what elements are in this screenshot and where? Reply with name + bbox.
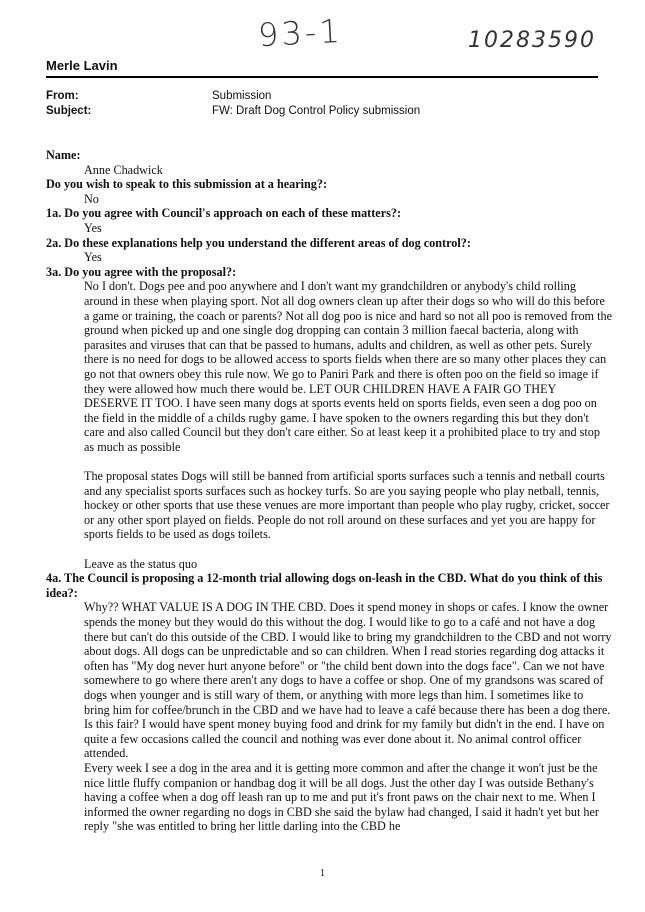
answer-3a-paragraph-3: Leave as the status quo: [84, 556, 198, 571]
paragraph-gap: [46, 542, 612, 557]
name-label: Name:: [46, 148, 81, 162]
from-label: From:: [46, 90, 79, 102]
answer-4a-paragraph-1: Why?? WHAT VALUE IS A DOG IN THE CBD. Does it spend money in shops or cafes. I know the owner spends the money but they would do this without the dog. I would like to go to a café and not have a dog there but can't do this outside of the CBD. I would like to bring my grandchildren to the CBD and not worry about dogs. All dogs can be unpredictable and so can children. When I read stories regarding dog attacks it often has "My dog never hurt anyone before" or "the child bent down into the dogs face". Can we not have somewhere to go where there aren't any dogs to have a coffee or shop. One of my grandsons was scared of dogs when younger and is still wary of them, or anything with more legs than him. I sometimes like to bring him for coffee/brunch in the CBD and we have had to leave a café because there has been a dog there. Is this fair? I would have spent money buying food and drink for my family but didn't in the end. I have on quite a few occasions called the council and nothing was ever done about it. No animal control officer attended.: [84, 600, 612, 761]
subject-value: FW: Draft Dog Control Policy submission: [212, 105, 421, 117]
subject-label: Subject:: [46, 105, 92, 117]
name-value: Anne Chadwick: [84, 162, 163, 177]
question-hearing: Do you wish to speak to this submission at a hearing?:: [46, 177, 328, 192]
answer-4a-paragraph-2: Every week I see a dog in the area and it is getting more common and after the change it won't just be the nice little fluffy companion or handbag dog it will be all dogs. Just the other day I was outside Bethany's having a coffee when a dog off leash ran up to me and put it's front paws on the chair next to me. When I informed the owner regarding no dogs in CBD she said the bylaw had changed, I said it hadn't yet but her reply "she was entitled to bring her little darling into the CBD he: [84, 760, 599, 834]
answer-2a: Yes: [84, 250, 102, 265]
sender-name: Merle Lavin: [46, 58, 118, 73]
page-number: 1: [320, 868, 325, 879]
submission-body: [46, 148, 612, 834]
question-4a: 4a. The Council is proposing a 12-month trial allowing dogs on-leash in the CBD. What do you think of this idea?:: [46, 571, 603, 600]
answer-1a: Yes: [84, 220, 102, 235]
question-2a: 2a. Do these explanations help you understand the different areas of dog control?:: [46, 235, 471, 250]
question-1a: 1a. Do you agree with Council's approach on each of these matters?:: [46, 206, 401, 221]
question-3a: 3a. Do you agree with the proposal?:: [46, 264, 237, 279]
handwritten-reference: 93-1: [257, 11, 344, 55]
answer-3a-paragraph-2: The proposal states Dogs will still be banned from artificial sports surfaces such a tennis and netball courts and any specialist sports surfaces such as hockey turfs. So are you saying people who play netball, tennis, hockey or other sports that use these venues are more important than people who play rugby, cricket, soccer or any other sport played on fields. People do not roll around on these surfaces and yet you are happy for sports fields to be used as dogs toilets.: [84, 469, 610, 542]
paragraph-gap: [46, 454, 612, 469]
handwritten-document-number: 10283590: [468, 28, 596, 53]
answer-3a-paragraph-1: No I don't. Dogs pee and poo anywhere and I don't want my grandchildren or anybody's child rolling around in these when playing sport. Not all dog owners clean up after their dogs so who will do this before a game or training, the coach or parents? Not all dog poo is nice and hard so not all poo is removed from the ground when picked up and one single dog dropping can contain 3 million faecal bacteria, along with parasites and viruses that can that be passed to humans, adults and children, as well as other pets. Surely there is no need for dogs to be allowed access to sports fields when there are so many other places they can go not that owners obey this rule now. We go to Paniri Park and there is often poo on the field so image if they were allowed how much there would be. LET OUR CHILDREN HAVE A FAIR GO THEY DESERVE IT TOO. I have seen many dogs at sports events held on sports fields, even seen a dog poo on the field in the middle of a childs rugby game. I have spoken to the owners regarding this but they don't care and also called Council but they don't care either. So at least keep it a prohibited place to try and stop as much as possible: [84, 279, 612, 454]
answer-hearing: No: [84, 191, 99, 206]
from-value: Submission: [212, 90, 272, 102]
header-divider: [46, 76, 598, 78]
